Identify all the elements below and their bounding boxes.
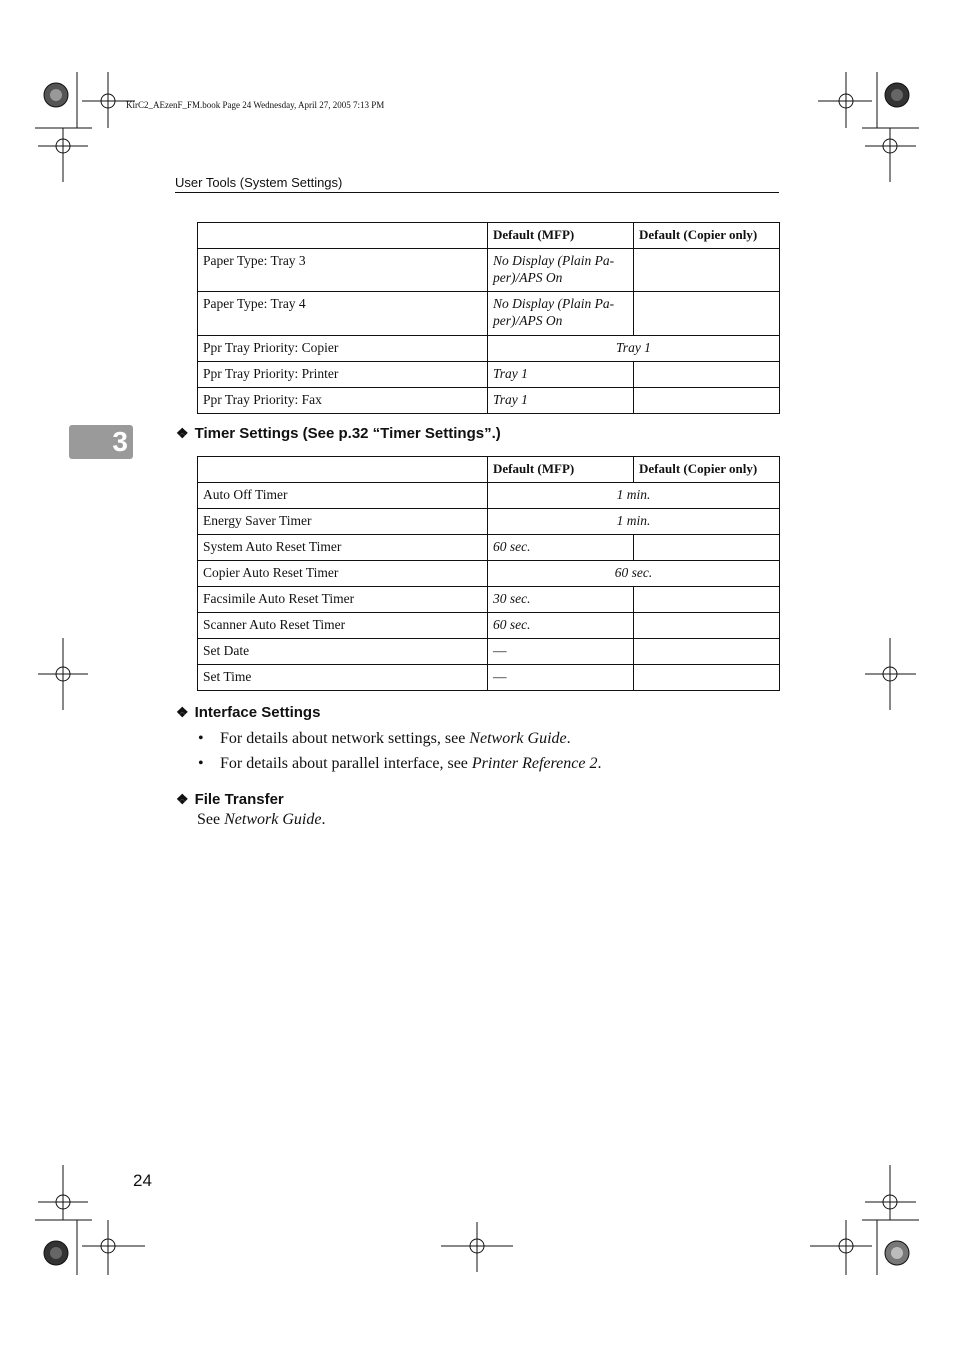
shared-default: 1 min. xyxy=(488,509,780,535)
timer-settings-heading xyxy=(176,425,501,442)
reference-link[interactable]: Printer Reference 2 xyxy=(471,755,598,772)
mfp-default: No Display (Plain Pa-per)/APS On xyxy=(488,292,634,336)
table-row xyxy=(198,362,780,388)
table-row xyxy=(198,639,780,665)
copier-default xyxy=(634,535,780,561)
table-header-row xyxy=(198,223,780,249)
table-row xyxy=(198,535,780,561)
reference-link[interactable]: Network Guide xyxy=(224,811,322,828)
setting-label: Paper Type: Tray 3 xyxy=(198,249,488,292)
tray-settings-table xyxy=(197,222,780,414)
mfp-default: — xyxy=(488,665,634,691)
table-row xyxy=(198,509,780,535)
mfp-default: 60 sec. xyxy=(488,613,634,639)
chapter-tab xyxy=(69,425,133,459)
setting-label: Energy Saver Timer xyxy=(198,509,488,535)
table-row xyxy=(198,249,780,292)
bullet-text: For details about network settings, see xyxy=(220,730,470,747)
diamond-icon: ❖ xyxy=(176,791,189,807)
diamond-icon: ❖ xyxy=(176,704,189,720)
setting-label: Copier Auto Reset Timer xyxy=(198,561,488,587)
header-cell: Default (MFP) xyxy=(488,223,634,249)
diamond-icon: ❖ xyxy=(176,425,189,441)
header-rule xyxy=(175,192,779,193)
file-transfer-text xyxy=(197,811,325,829)
print-line: KirC2_AEzenF_FM.book Page 24 Wednesday, April 27, 2005 7:13 PM xyxy=(126,100,385,110)
header-cell: Default (Copier only) xyxy=(634,223,780,249)
list-item xyxy=(198,730,571,748)
copier-default xyxy=(634,362,780,388)
file-transfer-heading xyxy=(176,791,284,808)
table-row xyxy=(198,483,780,509)
shared-default: Tray 1 xyxy=(488,336,780,362)
copier-default xyxy=(634,388,780,414)
bullet-text: For details about parallel interface, see xyxy=(220,755,472,772)
chapter-number: 3 xyxy=(112,426,128,457)
timer-settings-title: Timer Settings (See p.32 “Timer Settings”.) xyxy=(194,425,501,442)
table-row xyxy=(198,336,780,362)
list-item xyxy=(198,755,601,773)
shared-default: 60 sec. xyxy=(488,561,780,587)
interface-settings-heading xyxy=(176,704,320,721)
interface-settings-title: Interface Settings xyxy=(194,704,321,721)
bullet-icon: • xyxy=(198,755,204,772)
setting-label: Ppr Tray Priority: Copier xyxy=(198,336,488,362)
page-number: 24 xyxy=(133,1171,152,1190)
setting-label: Set Date xyxy=(198,639,488,665)
setting-label: Facsimile Auto Reset Timer xyxy=(198,587,488,613)
header-cell: Default (MFP) xyxy=(488,457,634,483)
bullet-end: . xyxy=(597,755,602,772)
file-transfer-title: File Transfer xyxy=(194,791,284,808)
table-header-row xyxy=(198,457,780,483)
mfp-default: Tray 1 xyxy=(488,388,634,414)
bullet-end: . xyxy=(566,730,571,747)
copier-default xyxy=(634,665,780,691)
mfp-default: No Display (Plain Pa-per)/APS On xyxy=(488,249,634,292)
setting-label: Ppr Tray Priority: Fax xyxy=(198,388,488,414)
copier-default xyxy=(634,587,780,613)
table-row xyxy=(198,292,780,336)
setting-label: Scanner Auto Reset Timer xyxy=(198,613,488,639)
mfp-default: 60 sec. xyxy=(488,535,634,561)
setting-label: System Auto Reset Timer xyxy=(198,535,488,561)
table-row xyxy=(198,388,780,414)
mfp-default: Tray 1 xyxy=(488,362,634,388)
timer-settings-table xyxy=(197,456,780,691)
body-end: . xyxy=(321,811,326,828)
copier-default xyxy=(634,613,780,639)
reference-link[interactable]: Network Guide xyxy=(469,730,567,747)
running-header: User Tools (System Settings) xyxy=(175,175,343,190)
mfp-default: — xyxy=(488,639,634,665)
setting-label: Auto Off Timer xyxy=(198,483,488,509)
table-row xyxy=(198,665,780,691)
setting-label: Set Time xyxy=(198,665,488,691)
header-cell xyxy=(198,223,488,249)
copier-default xyxy=(634,639,780,665)
copier-default xyxy=(634,292,780,336)
copier-default xyxy=(634,249,780,292)
table-row xyxy=(198,613,780,639)
header-cell xyxy=(198,457,488,483)
body-text: See xyxy=(197,811,225,828)
header-cell: Default (Copier only) xyxy=(634,457,780,483)
setting-label: Ppr Tray Priority: Printer xyxy=(198,362,488,388)
shared-default: 1 min. xyxy=(488,483,780,509)
mfp-default: 30 sec. xyxy=(488,587,634,613)
setting-label: Paper Type: Tray 4 xyxy=(198,292,488,336)
table-row xyxy=(198,561,780,587)
bullet-icon: • xyxy=(198,730,204,747)
table-row xyxy=(198,587,780,613)
